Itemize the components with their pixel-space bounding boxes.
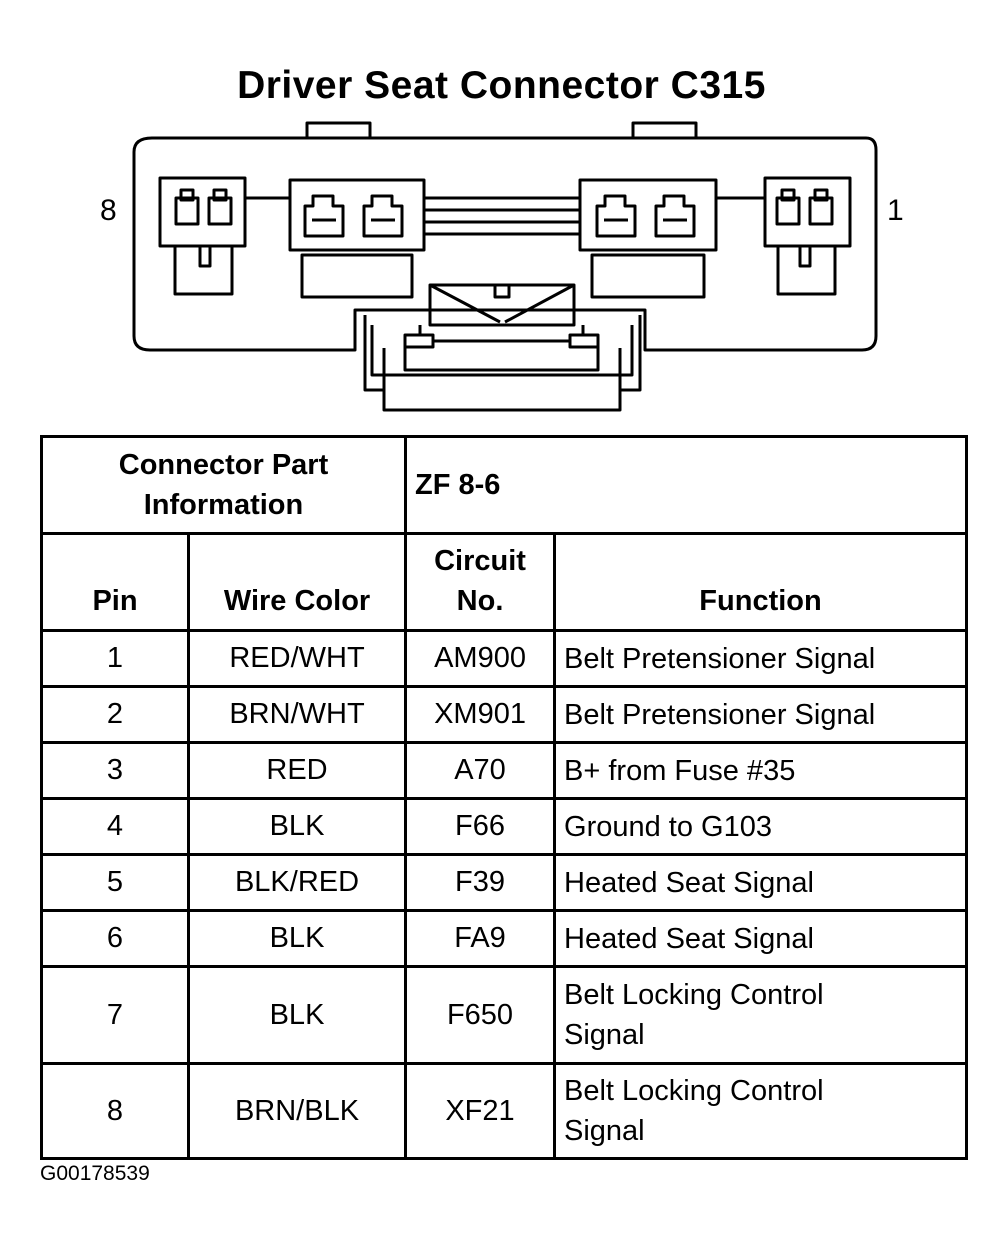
pin-cell: 1 xyxy=(42,631,189,687)
figure-id: G00178539 xyxy=(40,1162,150,1185)
function-line2: Signal xyxy=(564,1115,645,1147)
function-cell: Belt Pretensioner Signal xyxy=(555,687,967,743)
wire-color-cell: RED/WHT xyxy=(189,631,406,687)
wire-color-cell: BLK xyxy=(189,967,406,1064)
table-row xyxy=(42,855,967,911)
table-row xyxy=(42,743,967,799)
wire-color-cell: BRN/WHT xyxy=(189,687,406,743)
table-row xyxy=(42,799,967,855)
col-header-pin: Pin xyxy=(42,534,189,631)
table-row xyxy=(42,687,967,743)
table-row xyxy=(42,1064,967,1159)
pin-cell: 6 xyxy=(42,911,189,967)
wire-color-cell: BRN/BLK xyxy=(189,1064,406,1159)
wire-color-cell: RED xyxy=(189,743,406,799)
latch-left xyxy=(307,123,370,138)
function-line1: Belt Locking Control xyxy=(564,1075,824,1107)
connector-face-drawing xyxy=(0,0,1003,430)
pin-cell: 4 xyxy=(42,799,189,855)
cavity-block-left-inner xyxy=(290,180,424,297)
part-info-label-line1: Connector Part xyxy=(118,449,329,481)
wire-color-cell: BLK xyxy=(189,799,406,855)
function-line2: Signal xyxy=(564,1019,645,1051)
part-info-label-line2: Information xyxy=(143,489,304,521)
column-header-row xyxy=(42,534,967,631)
function-cell: Heated Seat Signal xyxy=(555,855,967,911)
pin-1-label: 1 xyxy=(887,194,904,227)
pin-8-label: 8 xyxy=(100,194,117,227)
cavity-block-right-inner xyxy=(580,180,716,297)
function-cell: Heated Seat Signal xyxy=(555,911,967,967)
col-header-circuit-line2: No. xyxy=(456,585,504,617)
pin-cell: 2 xyxy=(42,687,189,743)
table-row xyxy=(42,967,967,1064)
col-header-function: Function xyxy=(555,534,967,631)
lower-shroud xyxy=(365,315,640,410)
diagram-title: Driver Seat Connector C315 xyxy=(237,64,766,107)
table-row xyxy=(42,631,967,687)
circuit-cell: F650 xyxy=(406,967,555,1064)
table-row xyxy=(42,911,967,967)
function-cell: Ground to G103 xyxy=(555,799,967,855)
circuit-cell: AM900 xyxy=(406,631,555,687)
circuit-cell: A70 xyxy=(406,743,555,799)
part-info-row xyxy=(42,437,967,534)
wire-color-cell: BLK xyxy=(189,911,406,967)
function-cell: Belt Pretensioner Signal xyxy=(555,631,967,687)
circuit-cell: F39 xyxy=(406,855,555,911)
pin-cell: 5 xyxy=(42,855,189,911)
circuit-cell: XF21 xyxy=(406,1064,555,1159)
pin-cell: 7 xyxy=(42,967,189,1064)
pin-cell: 3 xyxy=(42,743,189,799)
circuit-cell: XM901 xyxy=(406,687,555,743)
cavity-block-left-outer xyxy=(160,178,245,294)
part-info-value: ZF 8-6 xyxy=(406,437,967,534)
function-cell xyxy=(555,967,967,1064)
pin-cell: 8 xyxy=(42,1064,189,1159)
col-header-circuit-line1: Circuit xyxy=(434,545,526,577)
latch-right xyxy=(633,123,696,138)
function-line1: Belt Locking Control xyxy=(564,979,824,1011)
wire-color-cell: BLK/RED xyxy=(189,855,406,911)
connector-table xyxy=(40,435,968,1160)
part-info-label xyxy=(42,437,406,534)
cavity-block-right-outer xyxy=(765,178,850,294)
function-cell xyxy=(555,1064,967,1159)
col-header-circuit xyxy=(406,534,555,631)
circuit-cell: FA9 xyxy=(406,911,555,967)
center-lock xyxy=(430,285,574,325)
function-cell: B+ from Fuse #35 xyxy=(555,743,967,799)
col-header-wire-color: Wire Color xyxy=(189,534,406,631)
circuit-cell: F66 xyxy=(406,799,555,855)
